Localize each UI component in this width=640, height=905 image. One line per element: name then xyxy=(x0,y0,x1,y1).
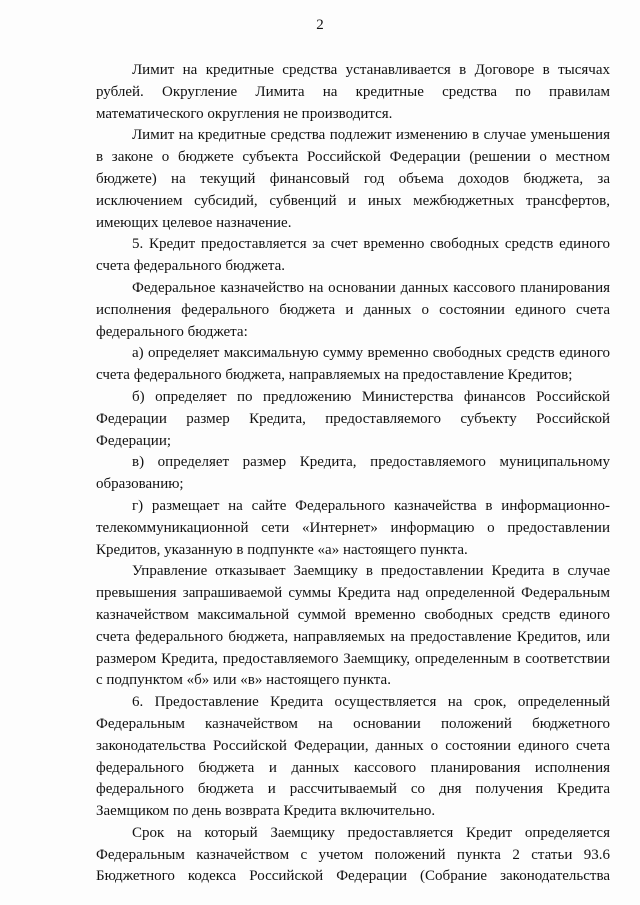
document-body xyxy=(96,60,610,888)
subitem-b: б) определяет по предложению Министерства финансов Российской Федерации размер Кредита, предоставляемого субъекту Российской Федерации; xyxy=(96,388,610,449)
paragraph-refusal: Управление отказывает Заемщику в предоставлении Кредита в случае превышения запрашиваемой суммы Кредита над определенной Федеральным казначейством максимальной суммой временно свободных средств единого счета федерального бюджета, направляемых на предоставление Кредитов, или размером Кредита, предоставляемого Заемщику, определенным в соответствии с подпунктом «б» или «в» настоящего пункта. xyxy=(96,563,610,689)
subitem-v: в) определяет размер Кредита, предоставляемого муниципальному образованию; xyxy=(96,454,610,493)
paragraph-treasury-duties: Федеральное казначейство на основании данных кассового планирования исполнения федерального бюджета и данных о состоянии единого счета федерального бюджета: xyxy=(96,279,610,340)
subitem-g: г) размещает на сайте Федерального казначейства в информационно-телекоммуникационной сети «Интернет» информацию о предоставлении Кредитов, указанную в подпункте «а» настоящего пункта. xyxy=(96,497,610,558)
paragraph-item-5: 5. Кредит предоставляется за счет временно свободных средств единого счета федерального бюджета. xyxy=(96,236,610,275)
paragraph-term: Срок на который Заемщику предоставляется Кредит определяется Федеральным казначейством с учетом положений пункта 2 статьи 93.6 Бюджетного кодекса Российской Федерации (Собрание законодательства xyxy=(96,824,610,885)
page-number: 2 xyxy=(316,17,324,33)
paragraph-limit-change: Лимит на кредитные средства подлежит изменению в случае уменьшения в законе о бюджете субъекта Российской Федерации (решении о местном бюджете) на текущий финансовый год объема доходов бюджета, за исключением субсидий, субвенций и иных межбюджетных трансфертов, имеющих целевое назначение. xyxy=(96,127,610,231)
paragraph-limit-setting: Лимит на кредитные средства устанавливается в Договоре в тысячах рублей. Округление Лимита на кредитные средства по правилам математического округления не производится. xyxy=(96,62,610,122)
subitem-a: а) определяет максимальную сумму временно свободных средств единого счета федерального бюджета, направляемых на предоставление Кредитов; xyxy=(96,345,610,384)
paragraph-item-6: 6. Предоставление Кредита осуществляется на срок, определенный Федеральным казначейством на основании положений бюджетного законодательства Российской Федерации, данных о состоянии единого счета федерального бюджета и данных кассового планирования исполнения федерального бюджета и рассчитываемый со дня получения Кредита Заемщиком по день возврата Кредита включительно. xyxy=(96,694,610,820)
